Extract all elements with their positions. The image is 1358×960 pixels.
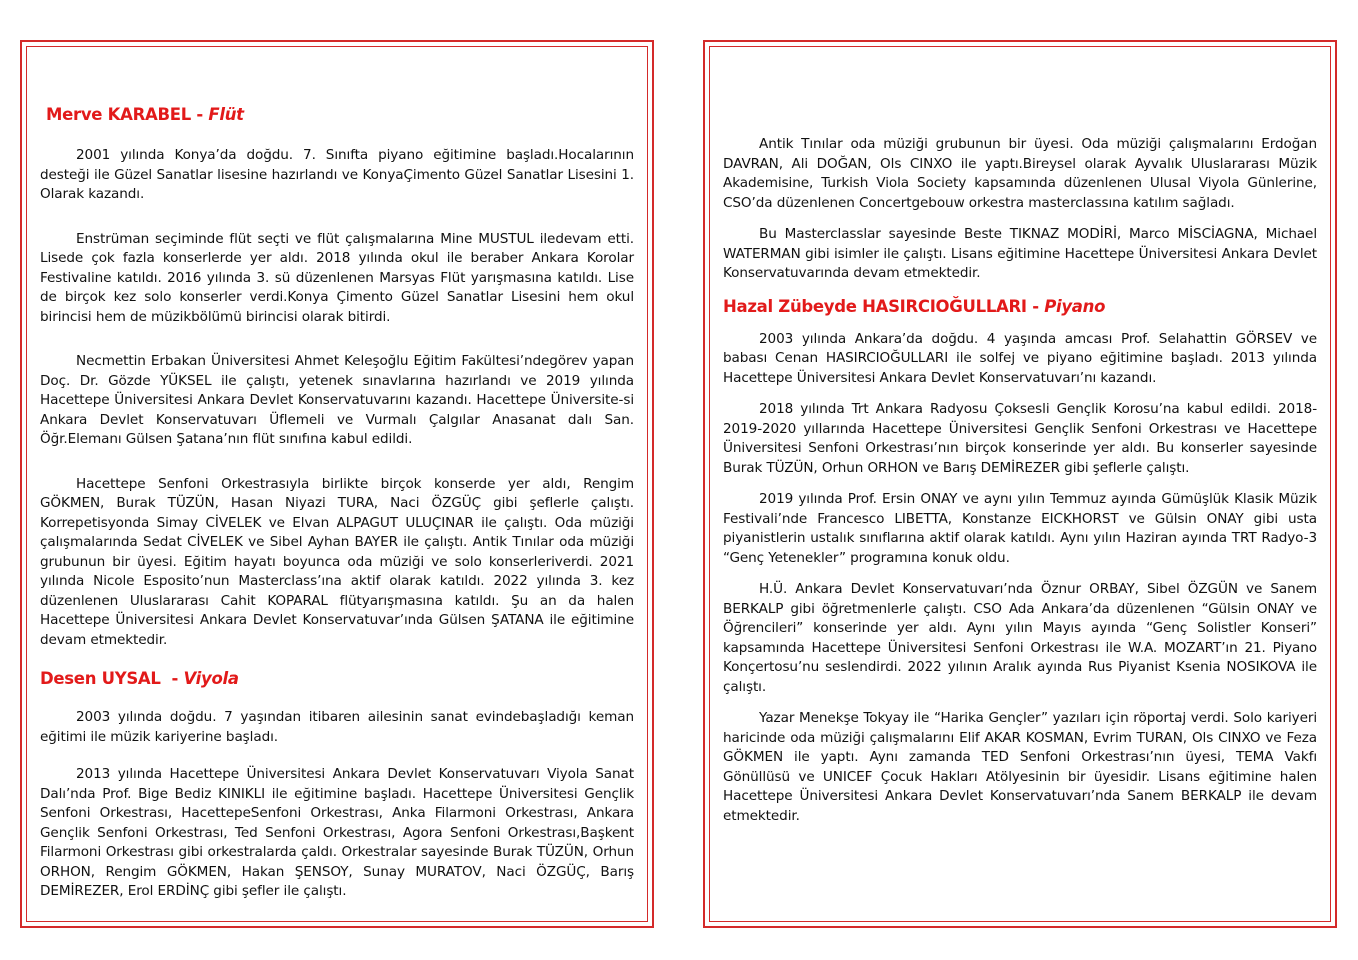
paragraph: Bu Masterclasslar sayesinde Beste TIKNAZ MODİRİ, Marco MİSCİAGNA, Michael WATERMAN gibi isimler ile çalıştı. Lisans eğitimine Hacettepe Üniversitesi Ankara Devlet Konservatuvarında devam etmektedir. (723, 226, 1317, 281)
heading-separator: - (1026, 296, 1045, 316)
section-heading-desen-uysal (40, 668, 634, 690)
section-heading-hazal-hasircioglullari (723, 296, 1317, 318)
performer-name: Desen UYSAL (40, 669, 161, 688)
paragraph: Hacettepe Senfoni Orkestrasıyla birlikte birçok konserde yer aldı, Rengim GÖKMEN, Burak TÜZÜN, Hasan Niyazi TURA, Naci ÖZGÜÇ gibi şeflerle çalıştı. Korrepetisyonda Simay CİVELEK ve Elvan ALPAGUT ULUÇINAR ile çalıştı. Oda müziği çalışmalarında Sedat CİVELEK ve Sibel Ayhan BAYER ile çalıştı. Antik Tınılar oda müziği grubunun bir üyesi. Eğitim hayatı boyunca oda müziği ve solo konserleriverdi. 2021 yılında Nicole Esposito’nun Masterclass’ına aktif olarak katıldı. 2022 yılında 3. kez düzenlenen Uluslararası Cahit KOPARAL flütyarışmasına katıldı. Şu an da halen Hacettepe Üniversitesi Ankara Devlet Konservatuvar’ında Gülsen ŞATANA ile eğitimine devam etmektedir. (40, 475, 634, 648)
paragraph: 2019 yılında Prof. Ersin ONAY ve aynı yılın Temmuz ayında Gümüşlük Klasik Müzik Festivali’nde Francesco LIBETTA, Konstanze EICKHORST ve Gülsin ONAY gibi usta piyanistlerin ustalık sınıflarına aktif olarak katıldı. Aynı yılın Haziran ayında TRT Radyo-3 “Genç Yetenekler” programına konuk oldu. (723, 491, 1317, 566)
section-heading-merve-karabel (46, 104, 634, 126)
paragraph: H.Ü. Ankara Devlet Konservatuvarı’nda Öznur ORBAY, Sibel ÖZGÜN ve Sanem BERKALP gibi öğretmenlerle çalıştı. CSO Ada Ankara’da düzenlenen “Gülsin ONAY ve Öğrencileri” konserinde yer aldı. Aynı yılın Mayıs ayında “Genç Solistler Konseri” kapsamında Hacettepe Üniversitesi Senfoni Orkestrası ile W.A. MOZART’ın 21. Piyano Konçertosu’nu seslendirdi. 2022 yılının Aralık ayında Rus Piyanist Ksenia NOSIKOVA ile çalıştı. (723, 581, 1317, 695)
paragraph: Enstrüman seçiminde flüt seçti ve flüt çalışmalarına Mine MUSTUL iledevam etti. Lisede çok fazla konserlerde yer aldı. 2018 yılında okul ile beraber Ankara Korolar Festivaline katıldı. 2016 yılında 3. sü düzenlenen Marsyas Flüt yarışmasına katıldı. Lise de birçok kez solo konserler verdi.Konya Çimento Güzel Sanatlar Lisesini hem okul birincisi hem de müzikbölümü birincisi olarak bitirdi. (40, 230, 634, 325)
paragraph: 2003 yılında doğdu. 7 yaşından itibaren ailesinin sanat evindebaşladığı keman eğitimi ile müzik kariyerine başladı. (40, 709, 634, 745)
paragraph: 2018 yılında Trt Ankara Radyosu Çoksesli Gençlik Korosu’na kabul edildi. 2018-2019-2020 yıllarında Hacettepe Üniversitesi Gençlik Senfoni Orkestrası ve Hacettepe Üniversitesi Senfoni Orkestrası’nın birçok konserinde yer aldı. Bu konserler sayesinde Burak TÜZÜN, Orhun ORHON ve Barış DEMİREZER gibi şeflerle çalıştı. (723, 401, 1317, 476)
paragraph: 2001 yılında Konya’da doğdu. 7. Sınıfta piyano eğitimine başladı.Hocalarının desteği ile Güzel Sanatlar lisesine hazırlandı ve KonyaÇimento Güzel Sanatlar Lisesini 1. Olarak kazandı. (40, 147, 634, 202)
instrument-name: Piyano (1044, 296, 1106, 316)
heading-separator: - (190, 105, 209, 124)
paragraph: 2003 yılında Ankara’da doğdu. 4 yaşında amcası Prof. Selahattin GÖRSEV ve babası Cenan HASIRCIOĞULLARI ile solfej ve piyano eğitimine başladı. 2013 yılında Hacettepe Üniversitesi Ankara Devlet Konservatuvarı’nı kazandı. (723, 330, 1317, 386)
left-page-content (40, 104, 634, 902)
instrument-name: Viyola (183, 669, 239, 688)
instrument-name: Flüt (208, 105, 244, 124)
performer-name: Merve KARABEL (46, 105, 191, 124)
right-page (703, 40, 1337, 928)
performer-name: Hazal Zübeyde HASIRCIOĞULLARI (723, 296, 1027, 316)
paragraph: Necmettin Erbakan Üniversitesi Ahmet Keleşoğlu Eğitim Fakültesi’ndegörev yapan Doç. Dr. Gözde YÜKSEL ile çalıştı, yetenek sınavlarına hazırlandı ve 2019 yılında Hacettepe Üniversitesi Ankara Devlet Konservatuvarını kazandı. Hacettepe Üniversite-si Ankara Devlet Konservatuvarı Üflemeli ve Vurmalı Çalgılar Anasanat dalı San. Öğr.Elemanı Gülsen Şatana’nın flüt sınıfına kabul edildi. (40, 353, 634, 447)
paragraph: 2013 yılında Hacettepe Üniversitesi Ankara Devlet Konservatuvarı Viyola Sanat Dalı’nda Prof. Bige Bediz KINIKLI ile eğitimine başladı. Hacettepe Üniversitesi Gençlik Senfoni Orkestrası, HacettepeSenfoni Orkestrası, Anka Filarmoni Orkestrası, Ankara Gençlik Senfoni Orkestrası, Ted Senfoni Orkestrası, Agora Senfoni Orkestrası,Başkent Filarmoni Orkestrası gibi orkestralarda çaldı. Orkestralar sayesinde Burak TÜZÜN, Orhun ORHON, Rengim GÖKMEN, Hakan ŞENSOY, Sunay MURATOV, Naci ÖZGÜÇ, Barış DEMİREZER, Erol ERDİNÇ gibi şefler ile çalıştı. (40, 766, 634, 899)
paragraph: Antik Tınılar oda müziği grubunun bir üyesi. Oda müziği çalışmalarını Erdoğan DAVRAN, Ali DOĞAN, Ols CINXO ile yaptı.Bireysel olarak Ayvalık Uluslararası Müzik Akademisine, Turkish Viola Society kapsamında düzenlenen Ulusal Viyola Günlerine, CSO’da düzenlenen Concertgebouw orkestra masterclassına katılım sağladı. (723, 136, 1317, 211)
paragraph: Yazar Menekşe Tokyay ile “Harika Gençler” yazıları için röportaj verdi. Solo kariyeri haricinde oda müziği çalışmalarını Elif AKAR KOSMAN, Evrim TURAN, Ols CINXO ve Feza GÖKMEN ile yaptı. Aynı zamanda TED Senfoni Orkestrası’nın üyesi, TEMA Vakfı Gönüllüsü ve UNICEF Çocuk Hakları Atölyesinin bir üyesidir. Lisans eğitimine halen Hacettepe Üniversitesi Ankara Devlet Konservatuvarı’nda Sanem BERKALP ile devam etmektedir. (723, 710, 1317, 824)
left-page (20, 40, 654, 928)
heading-separator: - (160, 669, 184, 688)
right-page-content (723, 135, 1317, 826)
